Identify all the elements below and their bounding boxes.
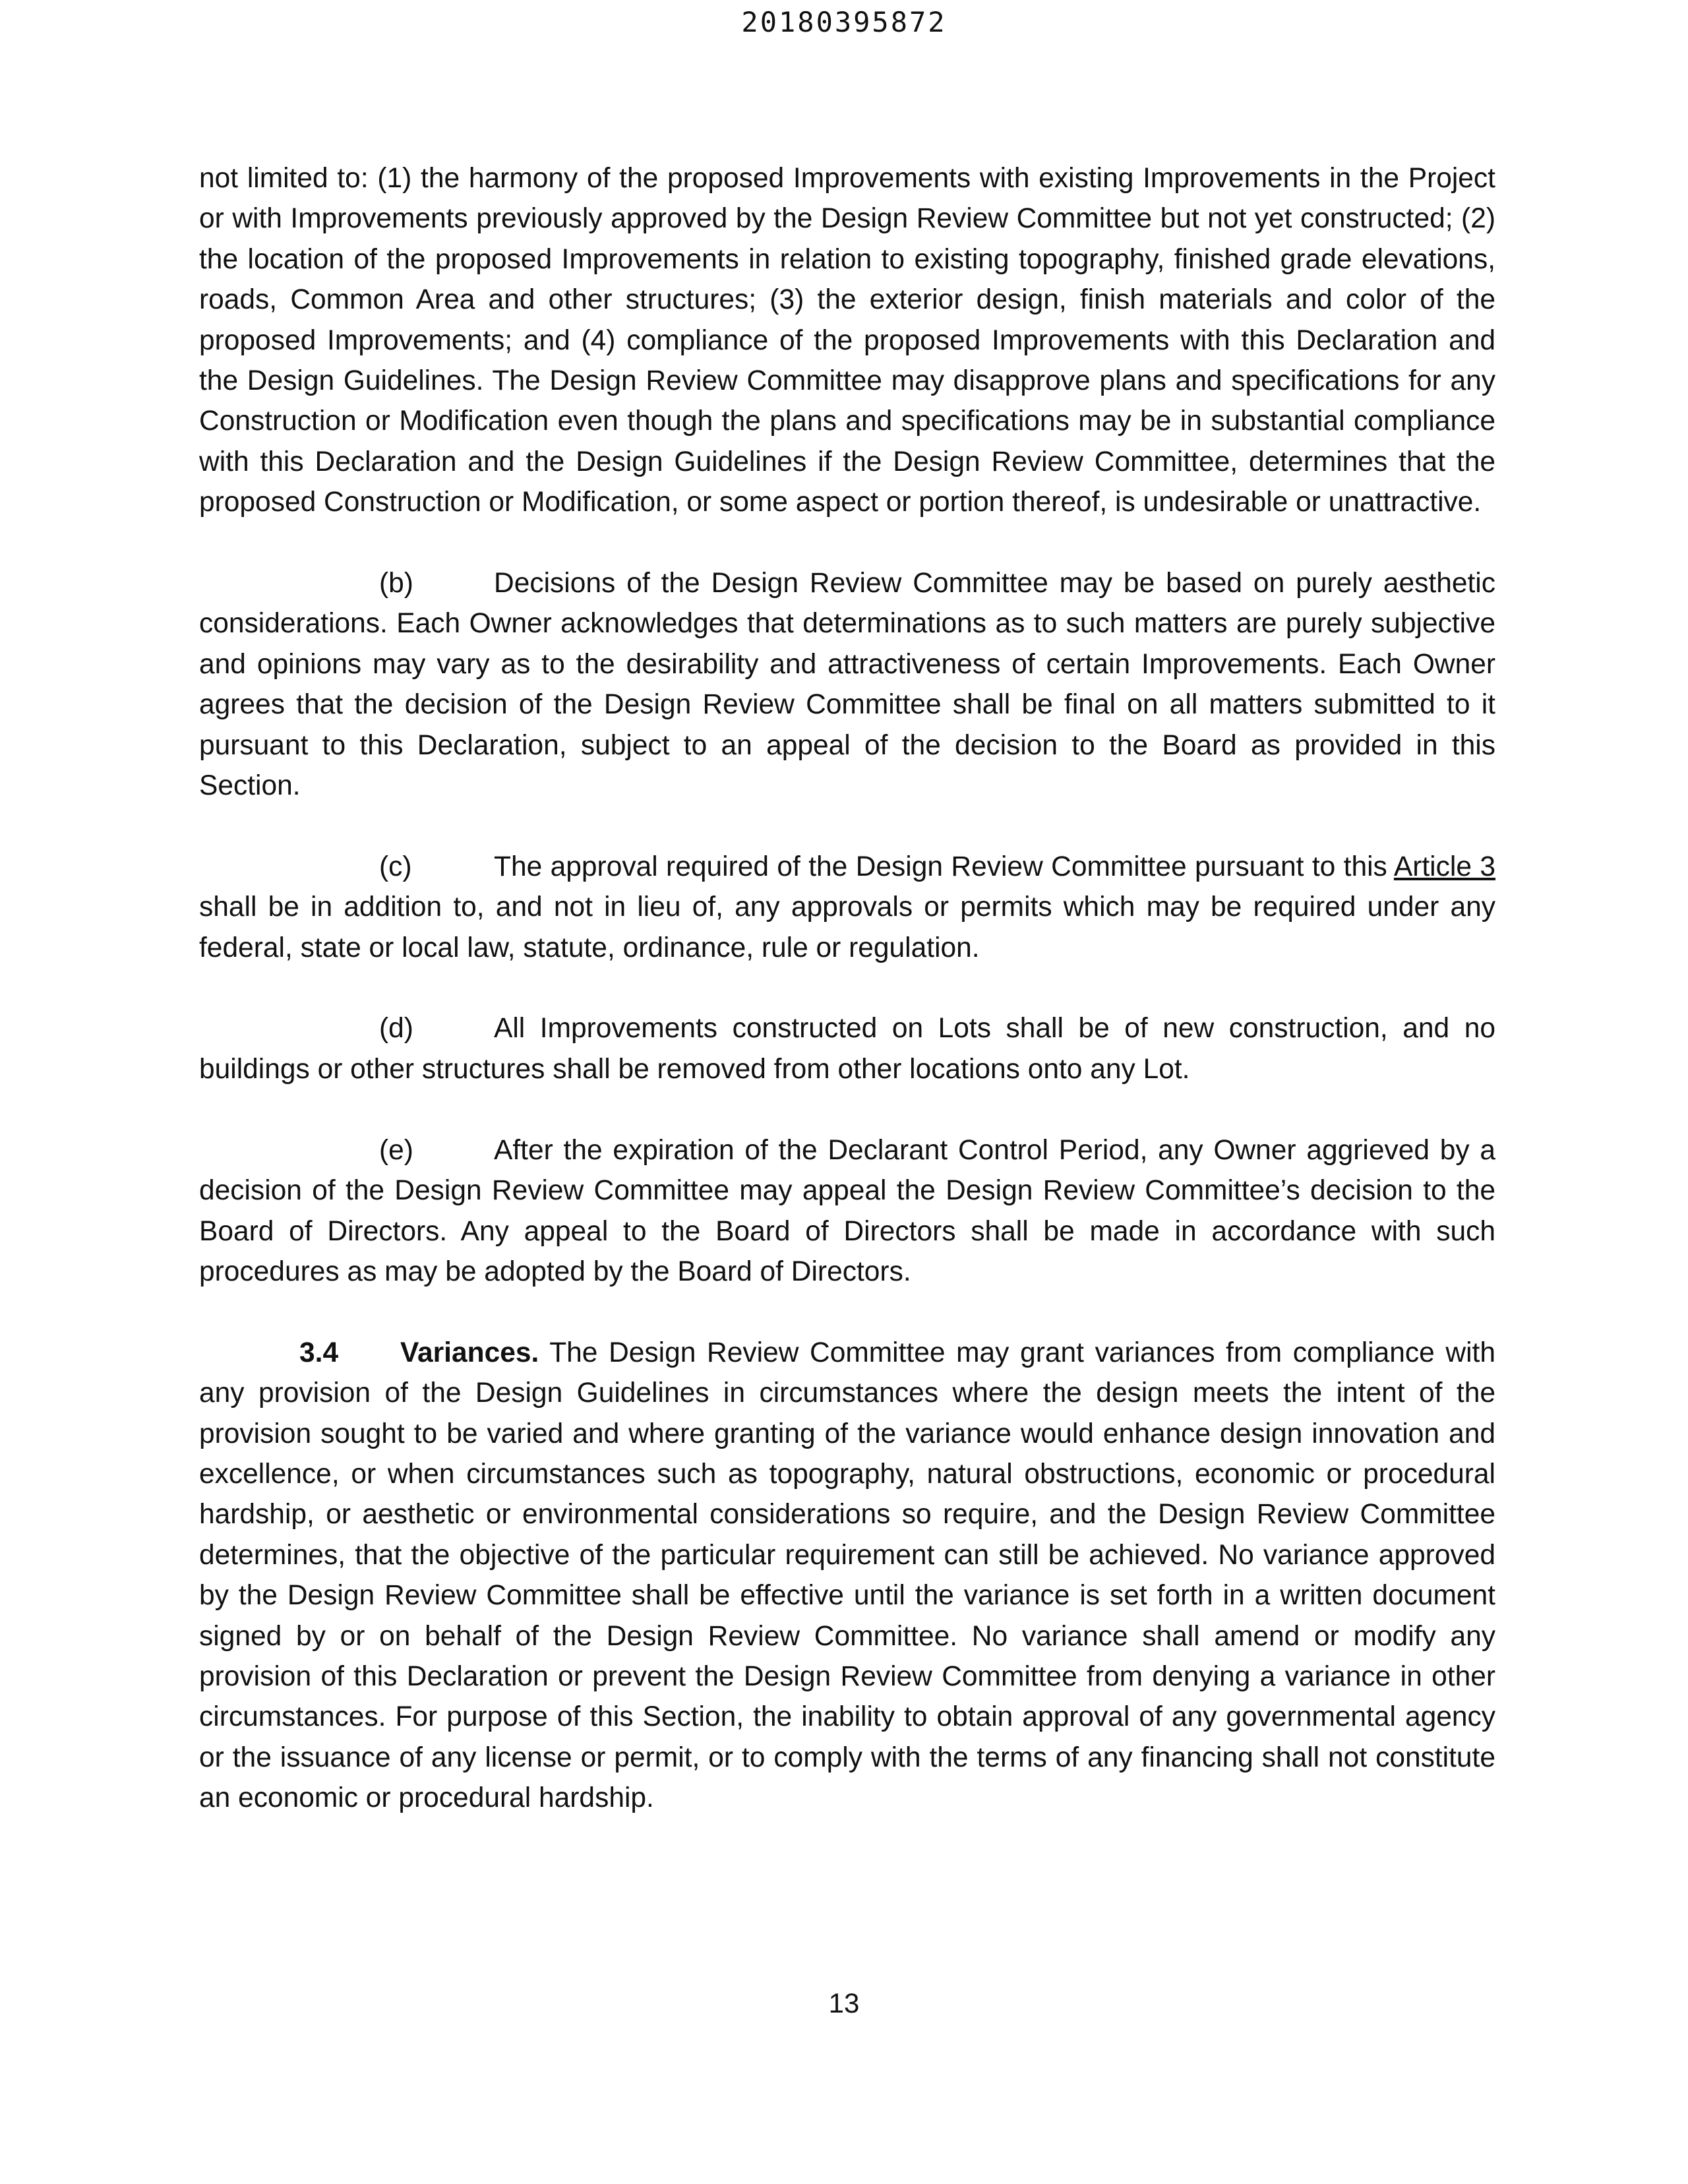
paragraph-e-text: After the expiration of the Declarant Control Period, any Owner aggrieved by a decision of the Design Review Committee may appeal the Design Review Committee’s decision to the Board of Directors. Any appeal to the Board of Directors shall be made in accordance with such procedures as may be adopted by the Board of Directors. xyxy=(199,1134,1495,1287)
article-3-reference: Article 3 xyxy=(1393,851,1495,882)
section-3-4-variances xyxy=(199,1333,1495,1819)
paragraph-c-marker: (c) xyxy=(379,851,412,882)
paragraph-b-text: Decisions of the Design Review Committee may be based on purely aesthetic considerations. Each Owner acknowledges that determinations as to such matters are purely subjective and opinions may vary as to the desirability and attractiveness of certain Improvements. Each Owner agrees that the decision of the Design Review Committee shall be final on all matters submitted to it pursuant to this Declaration, subject to an appeal of the decision to the Board as provided in this Section. xyxy=(199,568,1495,802)
paragraph-c-text-end: shall be in addition to, and not in lieu of, any approvals or permits which may be required under any federal, state or local law, statute, ordinance, rule or regulation. xyxy=(199,892,1495,963)
paragraph-d-marker: (d) xyxy=(379,1013,413,1045)
document-body xyxy=(199,158,1495,1819)
paragraph-b-marker: (b) xyxy=(379,568,413,599)
section-title: Variances. xyxy=(400,1337,539,1368)
page-number: 13 xyxy=(828,1987,860,2018)
paragraph-e-marker: (e) xyxy=(379,1134,413,1166)
paragraph-c-text-start: The approval required of the Design Review Committee pursuant to this xyxy=(494,851,1387,882)
paragraph-e xyxy=(199,1130,1495,1292)
paragraph-b xyxy=(199,563,1495,806)
paragraph-d xyxy=(199,1008,1495,1089)
paragraph-c xyxy=(199,847,1495,968)
paragraph-a-continuation: not limited to: (1) the harmony of the proposed Improvements with existing Improvements in the Project or with Improvements previously approved by the Design Review Committee but not yet constructed; (2) the location of the proposed Improvements in relation to existing topography, finished grade elevations, roads, Common Area and other structures; (3) the exterior design, finish materials and color of the proposed Improvements; and (4) compliance of the proposed Improvements with this Declaration and the Design Guidelines. The Design Review Committee may disapprove plans and specifications for any Construction or Modification even though the plans and specifications may be in substantial compliance with this Declaration and the Design Guidelines if the Design Review Committee, determines that the proposed Construction or Modification, or some aspect or portion thereof, is undesirable or unattractive. xyxy=(199,163,1495,518)
paragraph-d-text: All Improvements constructed on Lots shall be of new construction, and no buildings or other structures shall be removed from other locations onto any Lot. xyxy=(199,1013,1495,1085)
document-number: 20180395872 xyxy=(741,6,947,38)
section-number: 3.4 xyxy=(299,1337,339,1368)
section-3-4-text: The Design Review Committee may grant variances from compliance with any provision of the Design Guidelines in circumstances where the design meets the intent of the provision sought to be varied and where granting of the variance would enhance design innovation and excellence, or when circumstances such as topography, natural obstructions, economic or procedural hardship, or aesthetic or environmental considerations so require, and the Design Review Committee determines, that the objective of the particular requirement can still be achieved. No variance approved by the Design Review Committee shall be effective until the variance is set forth in a written document signed by or on behalf of the Design Review Committee. No variance shall amend or modify any provision of this Declaration or prevent the Design Review Committee from denying a variance in other circumstances. For purpose of this Section, the inability to obtain approval of any governmental agency or the issuance of any license or permit, or to comply with the terms of any financing shall not constitute an economic or procedural hardship. xyxy=(199,1337,1495,1814)
